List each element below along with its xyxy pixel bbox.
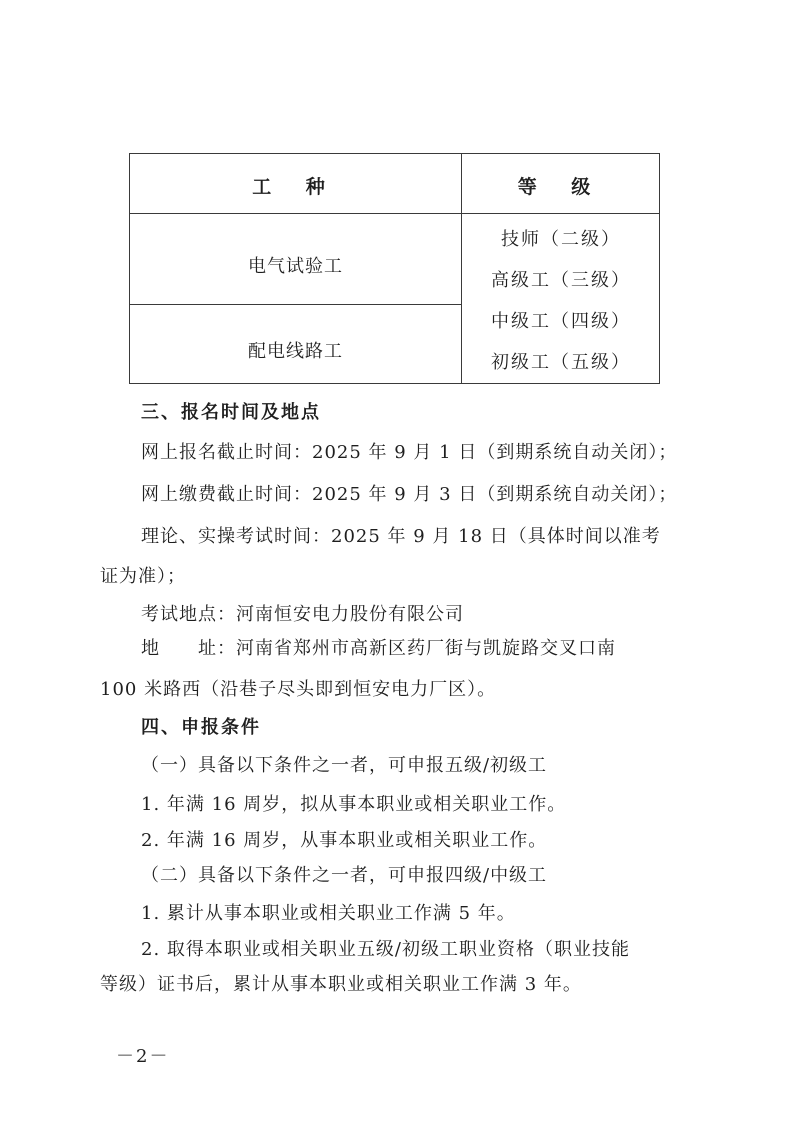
- condition-group-level5: （一）具备以下条件之一者，可申报五级/初级工: [141, 755, 548, 776]
- table-divider-header: [130, 213, 659, 214]
- page-number: －2－: [116, 1046, 170, 1067]
- condition-item: 1. 累计从事本职业或相关职业工作满 5 年。: [141, 903, 516, 924]
- exam-address-line-1: 地 址：河南省郑州市高新区药厂街与凯旋路交叉口南: [141, 638, 616, 659]
- exam-location: 考试地点：河南恒安电力股份有限公司: [141, 604, 464, 625]
- table-header-grade: 等 级: [517, 176, 605, 198]
- level-item: 技师（二级）: [501, 229, 621, 250]
- online-payment-deadline: 网上缴费截止时间：2025 年 9 月 3 日（到期系统自动关闭）；: [141, 484, 678, 505]
- level-item: 高级工（三级）: [491, 270, 631, 291]
- table-cell-job: 电气试验工: [248, 256, 343, 277]
- exam-time-line-1: 理论、实操考试时间：2025 年 9 月 18 日（具体时间以准考: [141, 526, 661, 547]
- table-cell-job: 配电线路工: [248, 341, 343, 362]
- condition-item: 1. 年满 16 周岁，拟从事本职业或相关职业工作。: [141, 794, 567, 815]
- table-header-type: 工 种: [252, 176, 339, 198]
- occupation-grade-table: [129, 153, 660, 384]
- condition-item: 2. 年满 16 周岁，从事本职业或相关职业工作。: [141, 830, 548, 851]
- section-heading-registration: 三、报名时间及地点: [141, 402, 321, 423]
- table-cell-levels: [461, 216, 661, 380]
- online-registration-deadline: 网上报名截止时间：2025 年 9 月 1 日（到期系统自动关闭）；: [141, 442, 678, 463]
- section-heading-conditions: 四、申报条件: [141, 717, 261, 738]
- level-item: 初级工（五级）: [491, 352, 631, 373]
- exam-time-line-2: 证为准）；: [100, 566, 186, 587]
- exam-address-line-2: 100 米路西（沿巷子尽头即到恒安电力厂区）。: [100, 679, 497, 700]
- condition-item: 2. 取得本职业或相关职业五级/初级工职业资格（职业技能: [141, 939, 630, 960]
- condition-group-level4: （二）具备以下条件之一者，可申报四级/中级工: [141, 865, 548, 886]
- condition-item-continued: 等级）证书后，累计从事本职业或相关职业工作满 3 年。: [100, 974, 582, 995]
- table-divider-row: [130, 304, 461, 305]
- level-item: 中级工（四级）: [491, 311, 631, 332]
